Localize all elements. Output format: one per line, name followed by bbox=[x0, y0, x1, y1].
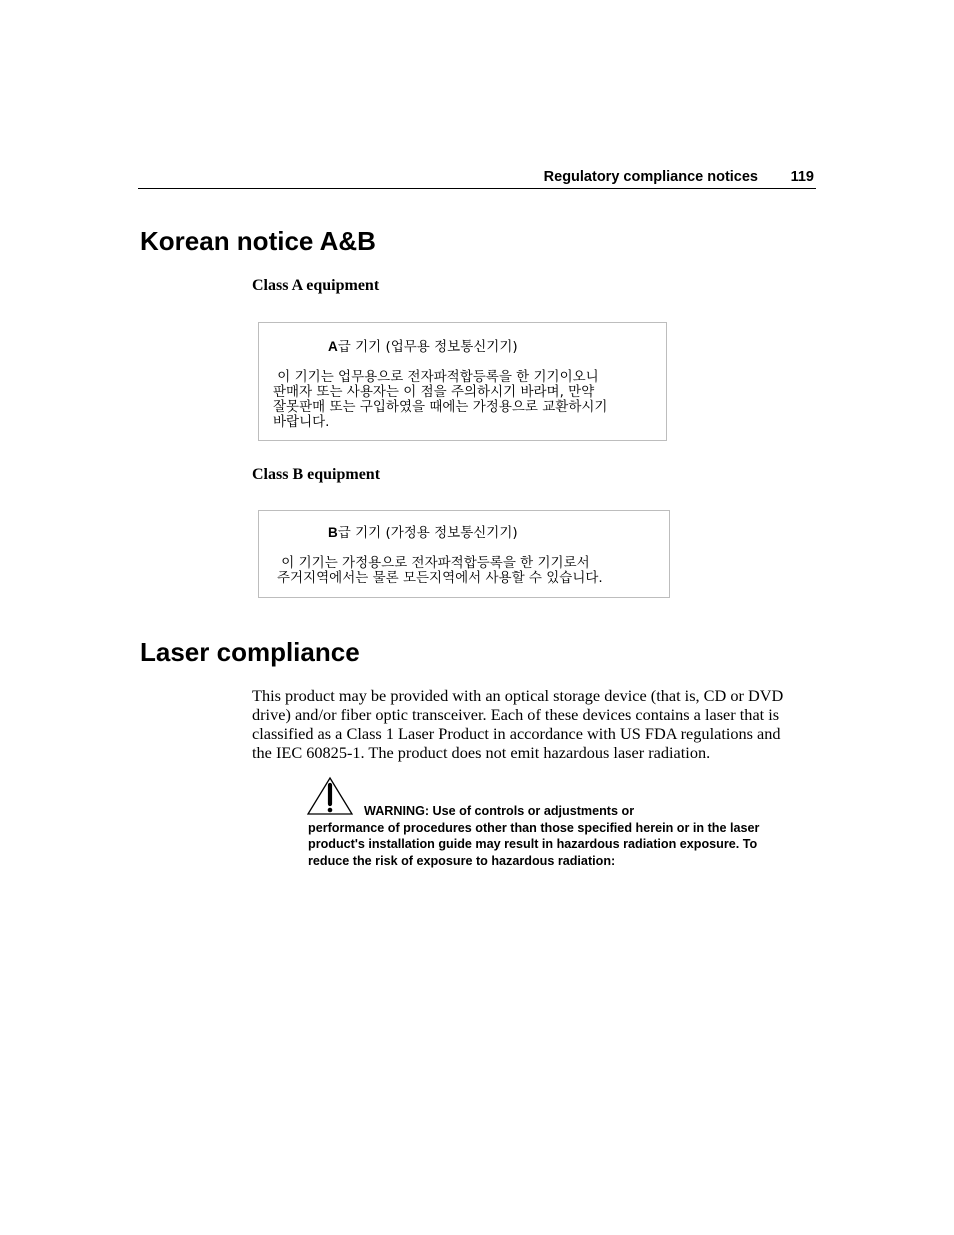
class-b-box-text: 이 기기는 가정용으로 전자파적합등록을 한 기기로서 주거지역에서는 물론 모든지역에서 사용할 수 있습니다. bbox=[277, 555, 603, 586]
class-a-heading-rest: 급 기기 (업무용 정보통신기기) bbox=[337, 339, 518, 355]
warning-first-line: WARNING: Use of controls or adjustments or bbox=[364, 804, 635, 818]
header-rule bbox=[138, 188, 816, 189]
class-b-box-heading bbox=[328, 525, 518, 541]
laser-paragraph: This product may be provided with an optical storage device (that is, CD or DVD drive) and/or fiber optic transceiver. Each of these devices contains a laser that is classified as a Class 1 Laser Product in accordance with US FDA regulations and the IEC 60825-1. The product does not emit hazardous laser radiation. bbox=[252, 686, 784, 762]
running-header bbox=[138, 168, 816, 188]
running-header-title: Regulatory compliance notices bbox=[543, 169, 758, 185]
class-a-label: Class A equipment bbox=[252, 277, 380, 294]
warning-text bbox=[308, 803, 768, 870]
class-a-letter: A bbox=[328, 339, 338, 354]
warning-rest: performance of procedures other than those specified herein or in the laser product's installation guide may result in hazardous radiation exposure. To reduce the risk of exposure to hazardous radiation: bbox=[308, 820, 760, 869]
class-a-notice-box bbox=[258, 322, 667, 441]
class-b-heading-rest: 급 기기 (가정용 정보통신기기) bbox=[337, 525, 518, 541]
class-b-notice-box bbox=[258, 510, 670, 598]
class-a-box-text: 이 기기는 업무용으로 전자파적합등록을 한 기기이오니 판매자 또는 사용자는 이 점을 주의하시기 바라며, 만약 잘못판매 또는 구입하였을 때에는 가정용으로 교환하시기 바랍니다. bbox=[273, 369, 608, 430]
class-b-label: Class B equipment bbox=[252, 466, 381, 483]
class-b-letter: B bbox=[328, 525, 338, 540]
korean-notice-heading: Korean notice A&B bbox=[140, 226, 376, 256]
class-a-box-heading bbox=[328, 339, 518, 355]
laser-compliance-heading: Laser compliance bbox=[140, 637, 360, 667]
page-number: 119 bbox=[790, 169, 814, 185]
